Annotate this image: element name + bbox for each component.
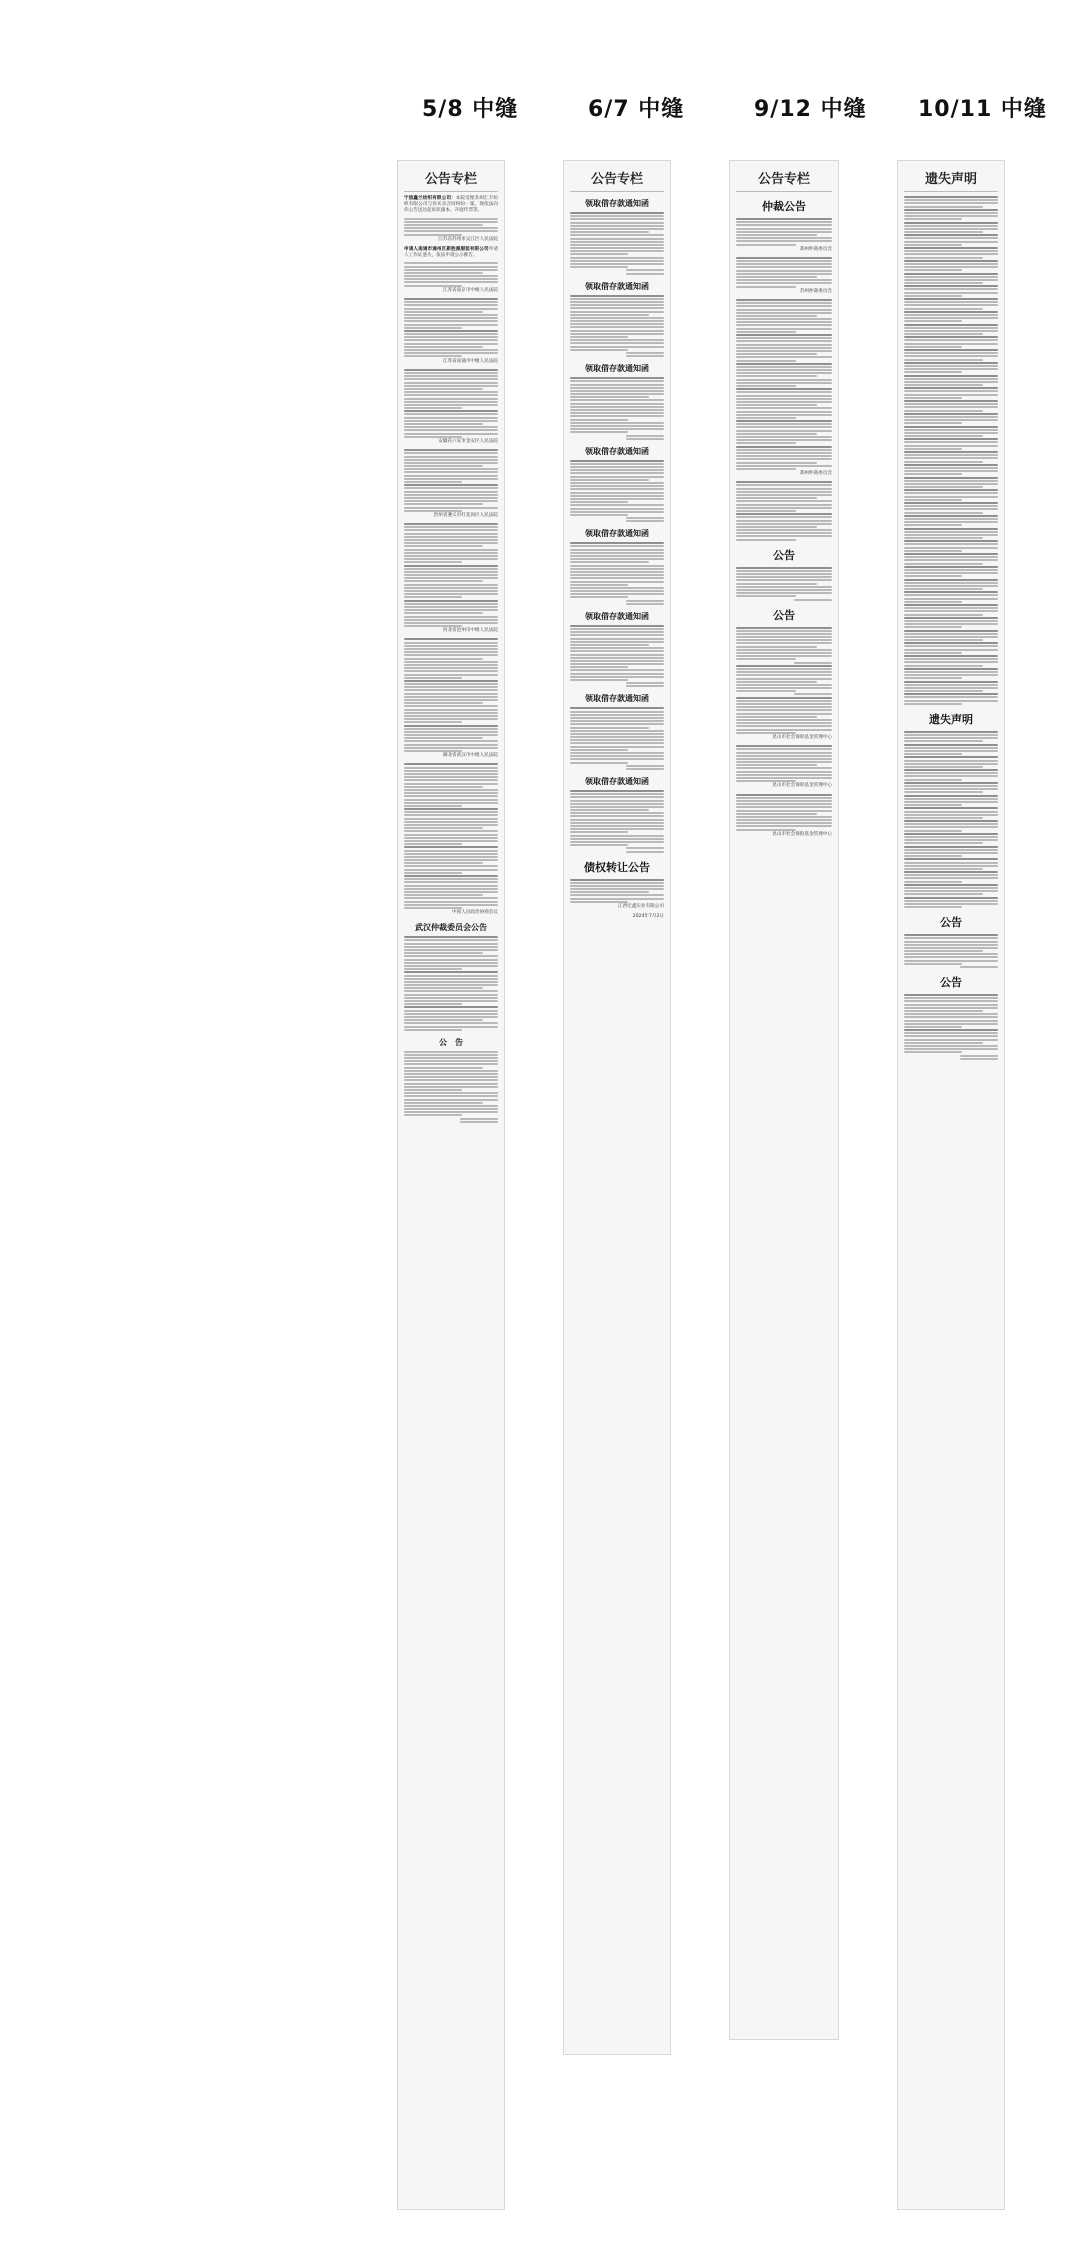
- column-title: 公告专栏: [570, 165, 664, 192]
- notice-heading: 领取借存款通知函: [585, 776, 649, 786]
- notice-signature: 中国人民政治协商会议: [452, 910, 498, 916]
- text-block: [404, 298, 498, 357]
- text-block: [404, 218, 498, 236]
- text-block: [404, 369, 498, 438]
- text-block: [404, 523, 498, 627]
- notice-paragraph: [404, 196, 498, 215]
- notice-heading: 领取借存款通知函: [585, 364, 649, 374]
- column-header-3: 9/12 中缝: [754, 97, 867, 122]
- text-block: [404, 763, 498, 908]
- notice-signature: 昆山市社会保险基金管理中心: [772, 783, 832, 789]
- text-block: [404, 936, 498, 1030]
- notice-heading: 仲裁公告: [762, 200, 806, 213]
- column-title: 公告专栏: [736, 165, 832, 192]
- text-block: [904, 994, 998, 1060]
- notice-signature: 湖北省武汉市中级人民法院: [442, 753, 498, 759]
- notice-signature: 江西宏鑫实业有限公司: [618, 904, 664, 909]
- notice-signature: 江苏省南京市中级人民法院: [442, 287, 498, 293]
- notice-text: 本院受理苏州汇丰纺织有限公司与你买卖合同纠纷一案，现依法向你公告送达起诉状副本、开庭传票等。: [404, 196, 498, 214]
- text-block: [904, 196, 998, 705]
- column-header-1: 5/8 中缝: [422, 97, 519, 122]
- notice-heading: 领取借存款通知函: [585, 199, 649, 208]
- notice-signature: 郑州仲裁委员会: [799, 471, 832, 477]
- notice-column-3: [729, 160, 839, 2040]
- text-block: [736, 745, 832, 782]
- text-block: [404, 449, 498, 512]
- text-block: [736, 481, 832, 540]
- notice-paragraph: [404, 247, 498, 259]
- notice-column-1: [397, 160, 505, 2210]
- column-title: 公告专栏: [404, 165, 498, 192]
- text-block: [736, 794, 832, 831]
- column-header-4: 10/11 中缝: [918, 97, 1047, 122]
- text-block: [570, 460, 664, 523]
- text-block: [570, 542, 664, 605]
- notice-heading: 债权转让公告: [584, 860, 650, 874]
- text-block: [404, 1051, 498, 1123]
- notice-heading: 公告: [773, 608, 795, 622]
- text-block: [904, 934, 998, 968]
- text-block: [570, 212, 664, 275]
- text-block: [904, 731, 998, 908]
- notice-heading: 领取借存款通知函: [585, 694, 649, 704]
- text-block: [736, 697, 832, 734]
- text-block: [570, 625, 664, 688]
- text-block: [570, 790, 664, 853]
- text-block: [736, 257, 832, 288]
- column-title: 遗失声明: [904, 165, 998, 192]
- notice-heading: 公告: [773, 548, 795, 562]
- notice-signature: 江苏省苏州市吴江区人民法院: [438, 236, 498, 242]
- notice-heading: 武汉仲裁委员会公告: [415, 923, 487, 933]
- text-block: [404, 262, 498, 286]
- notice-signature: 江苏省南通市中级人民法院: [442, 358, 498, 364]
- column-header-2: 6/7 中缝: [588, 97, 685, 122]
- notice-signature: 昆山市社会保险基金管理中心: [772, 734, 832, 740]
- notice-text: 申请人工作证遗失，依法申请公示催告。: [404, 246, 498, 259]
- notice-lead: 申请人南通市通州区新胜黑服装有限公司: [404, 246, 489, 252]
- notice-heading: 公告: [940, 976, 962, 989]
- text-block: [570, 295, 664, 358]
- text-block: [404, 638, 498, 752]
- notice-heading: 领取借存款通知函: [585, 529, 649, 539]
- notice-signature: 苏州仲裁委员会: [799, 288, 832, 294]
- notice-signature: 河北省沧州市中级人民法院: [442, 628, 498, 634]
- text-block: [570, 707, 664, 770]
- text-block: [570, 879, 664, 903]
- notice-signature: 安徽省六安市金安区人民法院: [438, 438, 498, 444]
- notice-column-4: [897, 160, 1005, 2210]
- notice-signature: 贵州省遵义市红花岗区人民法院: [433, 512, 498, 518]
- notice-heading: 领取借存款通知函: [585, 281, 649, 291]
- text-block: [570, 377, 664, 440]
- notice-lead: 宁波鑫兰纺织有限公司：: [404, 196, 456, 201]
- text-block: [736, 567, 832, 601]
- notice-heading: 领取借存款通知函: [585, 446, 649, 456]
- text-block: [736, 218, 832, 246]
- notice-signature: 郑州仲裁委员会: [799, 246, 832, 252]
- notice-signature: 昆山市社会保险基金管理中心: [772, 831, 832, 837]
- notice-heading: 遗失声明: [929, 712, 973, 726]
- notice-column-2: [563, 160, 671, 2055]
- text-block: [736, 299, 832, 470]
- text-block: [736, 627, 832, 696]
- notice-date: 2024年7月2日: [632, 914, 664, 920]
- notice-heading: 公 告: [439, 1037, 463, 1047]
- notice-heading: 公告: [940, 916, 962, 930]
- notice-heading: 领取借存款通知函: [585, 611, 649, 621]
